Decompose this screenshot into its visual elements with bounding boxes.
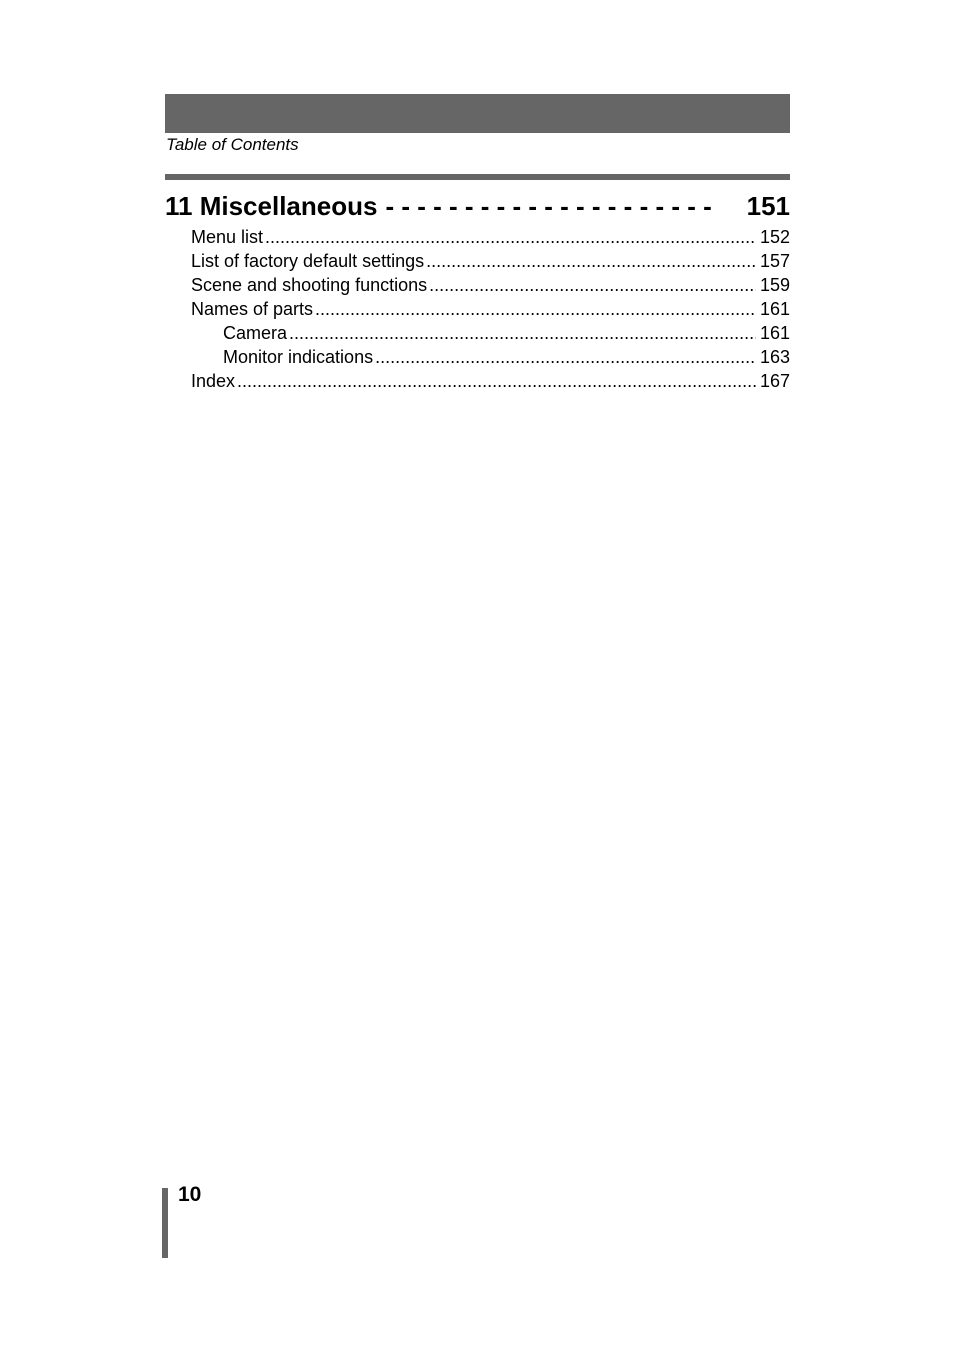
toc-entry-page: 152: [759, 227, 790, 247]
toc-entry-label: Names of parts: [191, 299, 314, 319]
header-bar: [165, 94, 790, 133]
toc-dot-leader: [289, 322, 756, 344]
toc-dot-leader: [375, 346, 756, 368]
toc-entry-label: List of factory default settings: [191, 251, 425, 271]
toc-dot-leader: [429, 274, 756, 296]
toc-dot-leader: [265, 226, 756, 248]
toc-entry-label: Index: [191, 371, 236, 391]
toc-entry-monitor-indications[interactable]: [191, 346, 790, 370]
chapter-leader: - - - - - - - - - - - - - - - - - - - - -: [385, 191, 712, 221]
chapter-page: 151: [746, 191, 790, 221]
toc-entry-index[interactable]: [191, 370, 790, 394]
chapter-title: 11 Miscellaneous: [165, 191, 378, 221]
toc-entry-menu-list[interactable]: [191, 226, 790, 250]
toc-entry-label: Camera: [223, 323, 288, 343]
toc-entry-page: 161: [759, 323, 790, 343]
toc-entry-names-of-parts[interactable]: [191, 298, 790, 322]
toc-entry-page: 163: [759, 347, 790, 367]
toc-entry-label: Scene and shooting functions: [191, 275, 428, 295]
footer-bar: [162, 1188, 168, 1258]
header-rule: [165, 174, 790, 180]
toc-entry-scene-functions[interactable]: [191, 274, 790, 298]
running-header: Table of Contents: [166, 135, 299, 154]
page-number: 10: [178, 1183, 202, 1206]
toc-entry-page: 161: [759, 299, 790, 319]
toc-dot-leader: [426, 250, 756, 272]
toc-entry-label: Monitor indications: [223, 347, 374, 367]
toc-entry-label: Menu list: [191, 227, 264, 247]
toc-entry-factory-defaults[interactable]: [191, 250, 790, 274]
toc-list: [191, 226, 790, 394]
toc-dot-leader: [315, 298, 756, 320]
toc-entry-page: 167: [759, 371, 790, 391]
chapter-heading[interactable]: [165, 190, 790, 222]
toc-dot-leader: [237, 370, 756, 392]
toc-entry-page: 159: [759, 275, 790, 295]
toc-entry-page: 157: [759, 251, 790, 271]
toc-entry-camera[interactable]: [191, 322, 790, 346]
